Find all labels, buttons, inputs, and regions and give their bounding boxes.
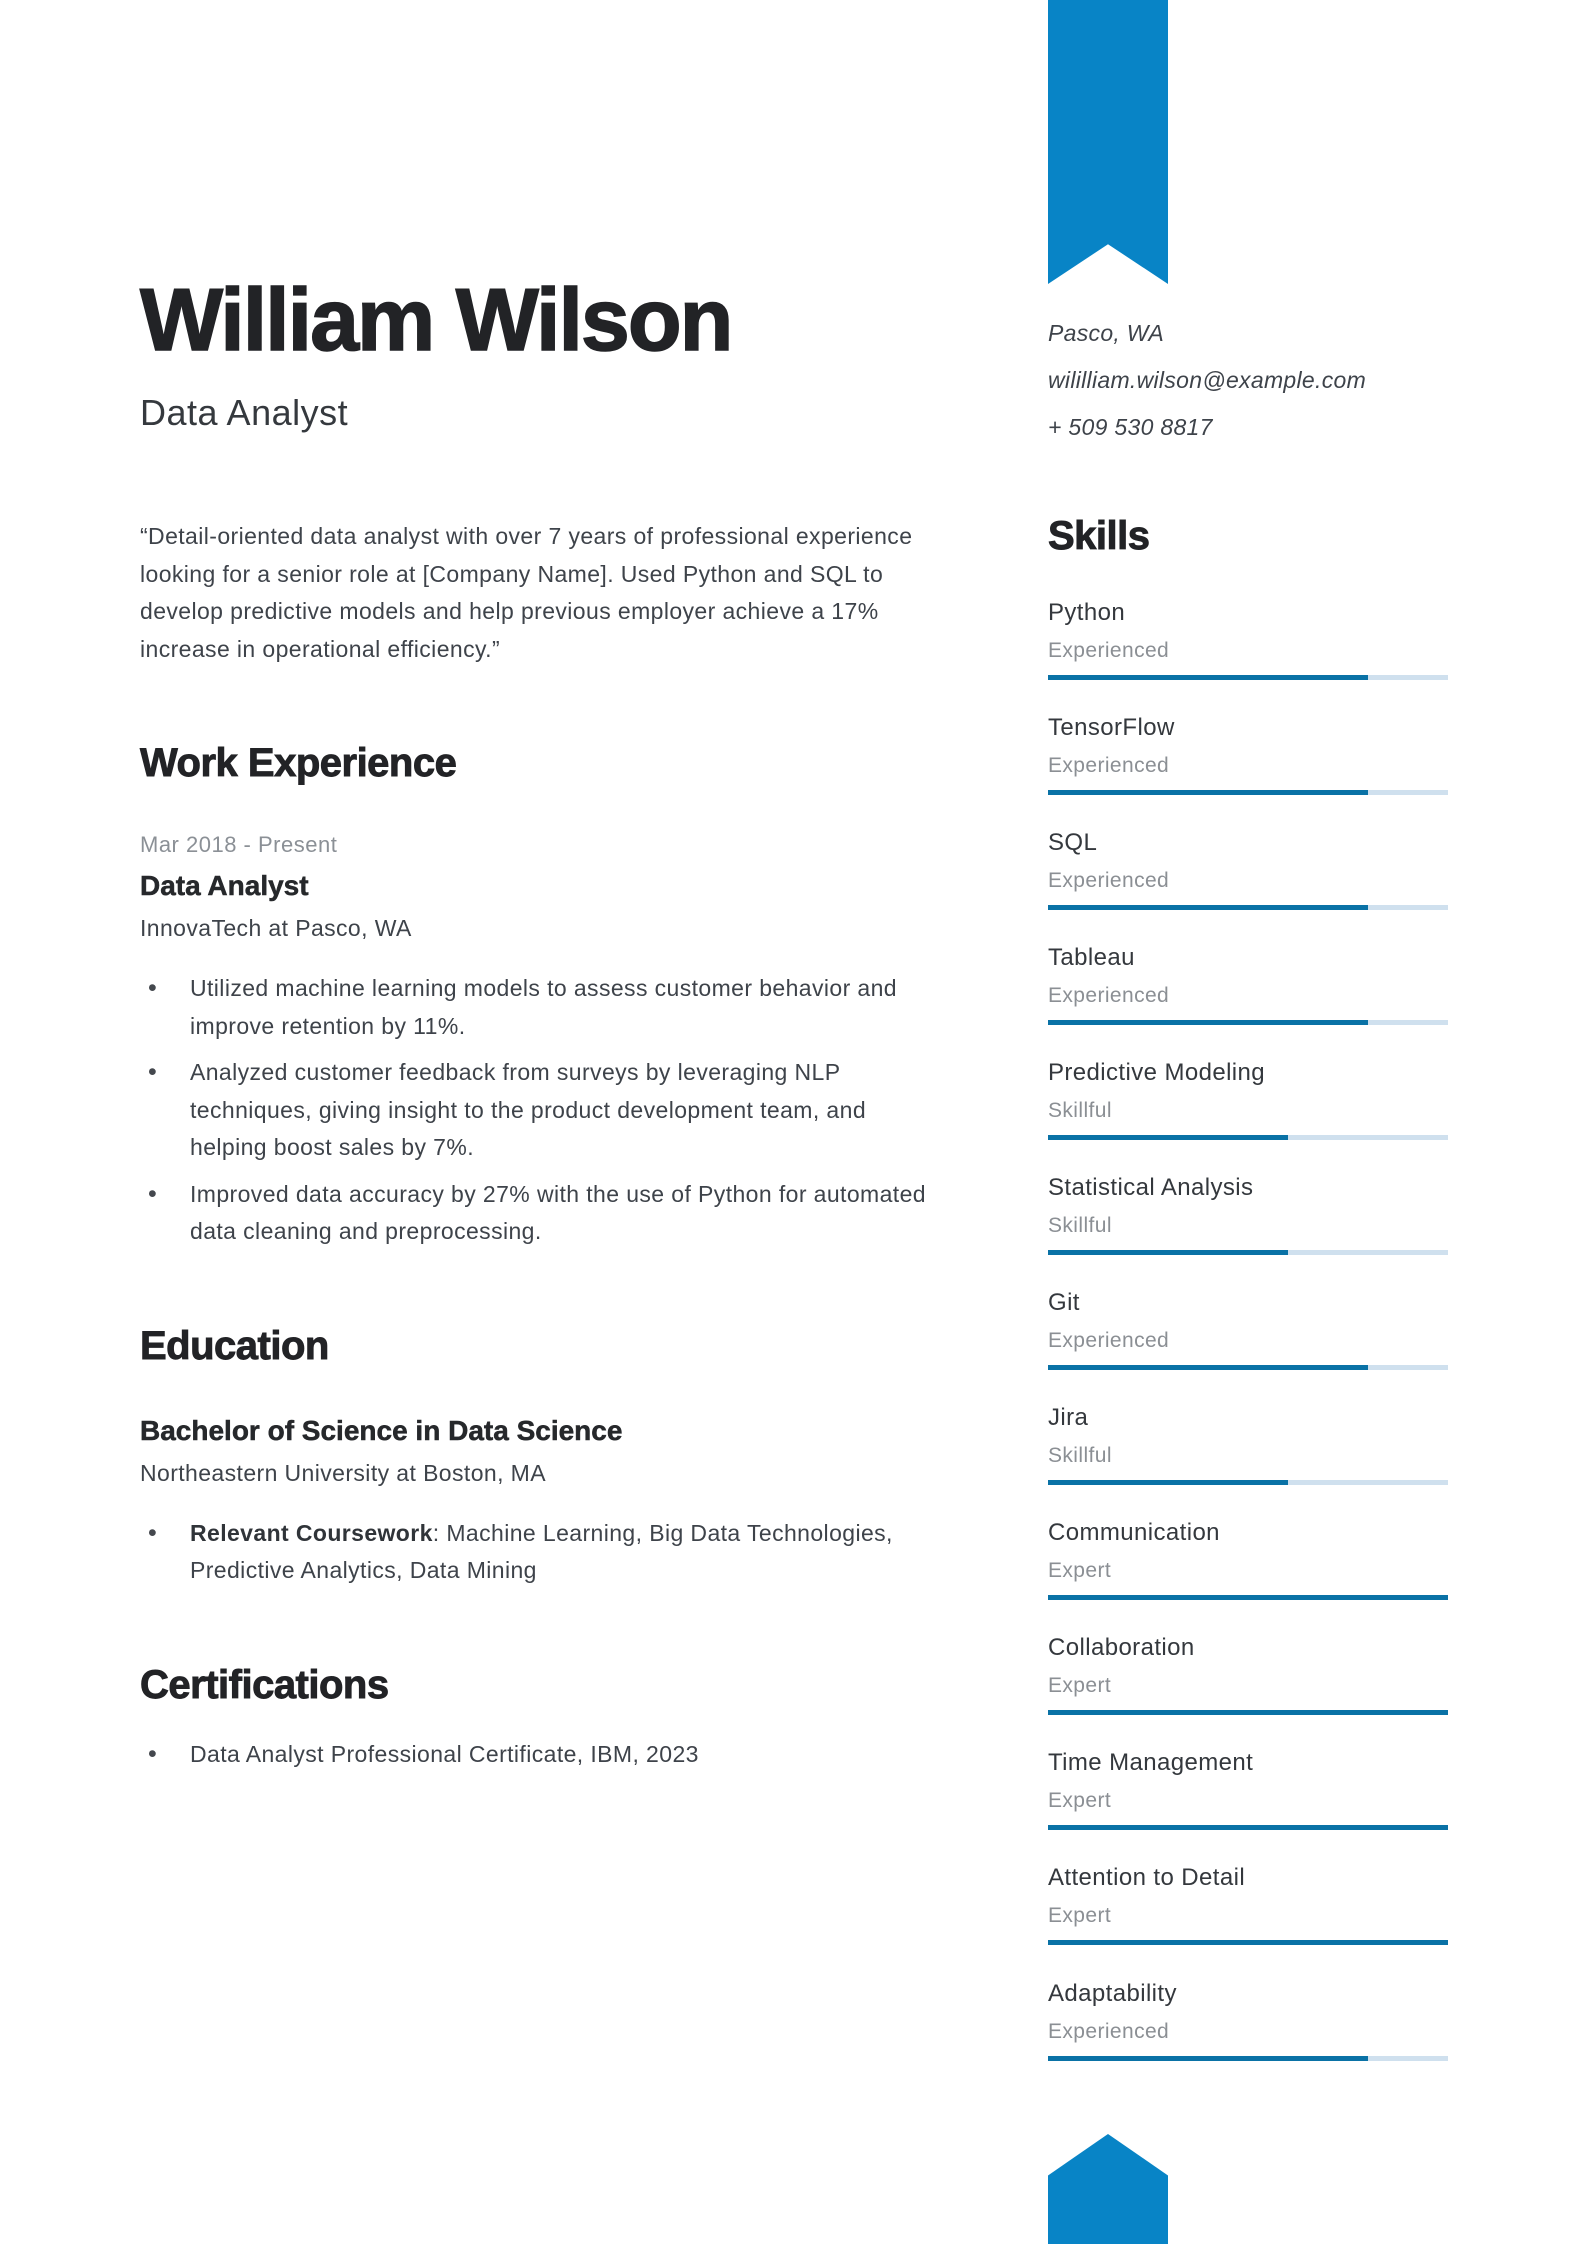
work-experience-heading: Work Experience	[140, 741, 457, 785]
certification-bullets	[140, 1736, 930, 1774]
skill-level-label: Expert	[1048, 1674, 1112, 1697]
certification-text: Data Analyst Professional Certificate, IBM, 2023	[190, 1740, 699, 1767]
skill-level-label: Skillful	[1048, 1214, 1112, 1237]
skill-bar	[1048, 1365, 1448, 1370]
main-column	[140, 0, 945, 1773]
skill-level-label: Experienced	[1048, 2020, 1170, 2043]
skill-row	[1048, 1978, 1448, 2061]
skill-bar-fill	[1048, 1020, 1368, 1025]
skill-name: Tableau	[1048, 944, 1135, 971]
contact-phone: + 509 530 8817	[1048, 414, 1213, 440]
skill-bar	[1048, 1595, 1448, 1600]
profile-summary: “Detail-oriented data analyst with over 7 years of professional experience looking for a senior role at [Company Name]. Used Python and SQL to develop predictive models and help previous employer achieve a 17% increase in operational efficiency.”	[140, 523, 913, 662]
skill-row	[1048, 1172, 1448, 1255]
skill-bar-fill	[1048, 1825, 1448, 1830]
skill-name: Git	[1048, 1289, 1080, 1316]
skill-row	[1048, 1517, 1448, 1600]
skill-bar	[1048, 1710, 1448, 1715]
education-school: Northeastern University at Boston, MA	[140, 1459, 546, 1486]
skill-bar-fill	[1048, 1940, 1448, 1945]
skill-bar	[1048, 1250, 1448, 1255]
skill-bar	[1048, 905, 1448, 910]
skills-list	[1048, 597, 1448, 2061]
skill-row	[1048, 597, 1448, 680]
skill-name: Statistical Analysis	[1048, 1174, 1254, 1201]
skill-level-label: Experienced	[1048, 754, 1170, 777]
skill-bar	[1048, 2056, 1448, 2061]
skill-row	[1048, 1287, 1448, 1370]
skill-name: Jira	[1048, 1404, 1089, 1431]
education-degree: Bachelor of Science in Data Science	[140, 1414, 623, 1446]
skill-row	[1048, 1632, 1448, 1715]
skill-row	[1048, 827, 1448, 910]
certifications-heading: Certifications	[140, 1662, 389, 1707]
coursework-label: Relevant Coursework	[190, 1519, 433, 1546]
skill-bar-fill	[1048, 1365, 1368, 1370]
skill-bar-fill	[1048, 1480, 1288, 1485]
work-bullet	[140, 1176, 930, 1251]
skill-row	[1048, 712, 1448, 795]
skill-name: Python	[1048, 599, 1126, 626]
work-bullet	[140, 1054, 930, 1167]
certification-bullet	[140, 1736, 930, 1774]
skill-bar	[1048, 1135, 1448, 1140]
skill-name: Attention to Detail	[1048, 1864, 1246, 1891]
skill-bar-fill	[1048, 790, 1368, 795]
skill-level-label: Expert	[1048, 1904, 1112, 1927]
education-heading: Education	[140, 1323, 329, 1368]
skill-bar	[1048, 675, 1448, 680]
job-entry	[140, 832, 945, 1251]
work-bullets	[140, 970, 930, 1251]
skill-level-label: Expert	[1048, 1559, 1112, 1582]
skill-row	[1048, 1747, 1448, 1830]
job-dates: Mar 2018 - Present	[140, 832, 338, 857]
skill-level-label: Expert	[1048, 1789, 1112, 1812]
skill-bar-fill	[1048, 1710, 1448, 1715]
bottom-arrow-shape	[1048, 2134, 1168, 2244]
skill-name: Predictive Modeling	[1048, 1059, 1266, 1086]
skill-level-label: Experienced	[1048, 1329, 1170, 1352]
skill-bar-fill	[1048, 2056, 1368, 2061]
education-entry	[140, 1415, 945, 1590]
skill-name: Collaboration	[1048, 1634, 1195, 1661]
person-name: William Wilson	[140, 270, 732, 369]
sidebar-column	[1048, 0, 1448, 2093]
coursework-text: : Machine Learning, Big Data Technologies, Predictive Analytics, Data Mining	[190, 1519, 893, 1583]
skill-name: Adaptability	[1048, 1980, 1177, 2007]
skill-row	[1048, 942, 1448, 1025]
skill-name: Time Management	[1048, 1749, 1254, 1776]
skill-name: TensorFlow	[1048, 714, 1175, 741]
contact-email: wililliam.wilson@example.com	[1048, 367, 1367, 393]
skill-bar-fill	[1048, 1595, 1448, 1600]
skill-bar	[1048, 1940, 1448, 1945]
coursework-bullet	[140, 1515, 930, 1590]
job-company: InnovaTech at Pasco, WA	[140, 915, 412, 941]
skill-bar	[1048, 1480, 1448, 1485]
person-job-title: Data Analyst	[140, 392, 349, 433]
skill-name: SQL	[1048, 829, 1098, 856]
education-bullets	[140, 1515, 930, 1590]
skill-bar-fill	[1048, 905, 1368, 910]
work-bullet	[140, 970, 930, 1045]
skill-bar	[1048, 790, 1448, 795]
skill-level-label: Skillful	[1048, 1099, 1112, 1122]
skill-bar-fill	[1048, 1250, 1288, 1255]
skill-bar-fill	[1048, 675, 1368, 680]
work-bullet-text: Utilized machine learning models to assess customer behavior and improve retention by 11%.	[190, 975, 897, 1039]
skill-level-label: Experienced	[1048, 984, 1170, 1007]
skill-bar	[1048, 1825, 1448, 1830]
skills-heading: Skills	[1048, 514, 1150, 558]
skill-level-label: Experienced	[1048, 639, 1170, 662]
work-bullet-text: Analyzed customer feedback from surveys by leveraging NLP techniques, giving insight to the product development team, and helping boost sales by 7%.	[190, 1059, 867, 1160]
contact-block	[1048, 310, 1448, 451]
skill-row	[1048, 1057, 1448, 1140]
skill-name: Communication	[1048, 1519, 1220, 1546]
skill-row	[1048, 1862, 1448, 1945]
skill-bar-fill	[1048, 1135, 1288, 1140]
skill-bar	[1048, 1020, 1448, 1025]
work-bullet-text: Improved data accuracy by 27% with the use of Python for automated data cleaning and preprocessing.	[190, 1180, 926, 1244]
skill-row	[1048, 1402, 1448, 1485]
skill-level-label: Experienced	[1048, 869, 1170, 892]
contact-location: Pasco, WA	[1048, 320, 1165, 346]
job-role: Data Analyst	[140, 870, 309, 901]
skill-level-label: Skillful	[1048, 1444, 1112, 1467]
